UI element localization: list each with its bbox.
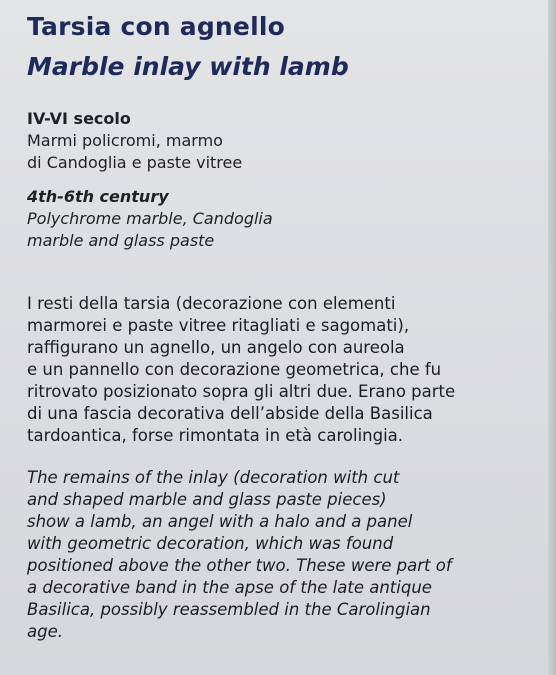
material-italian-line-1: Marmi policromi, marmo xyxy=(27,131,223,150)
meta-italian xyxy=(27,108,242,174)
material-italian-line-2: di Candoglia e paste vitree xyxy=(27,153,243,172)
description-english-line: positioned above the other two. These were part of xyxy=(27,556,452,575)
date-english: 4th-6th century xyxy=(27,187,169,206)
meta-english xyxy=(27,186,273,252)
description-english-line: The remains of the inlay (decoration with cut xyxy=(27,468,400,487)
description-english-line: age. xyxy=(27,622,63,641)
description-italian-line: di una fascia decorativa dell’abside della Basilica xyxy=(27,404,433,423)
description-italian-line: tardoantica, forse rimontata in età carolingia. xyxy=(27,426,404,445)
date-italian: IV-VI secolo xyxy=(27,109,131,128)
description-italian xyxy=(27,293,547,447)
description-italian-line: raffigurano un agnello, un angelo con aureola xyxy=(27,338,405,357)
description-english xyxy=(27,467,547,643)
material-english-line-1: Polychrome marble, Candoglia xyxy=(27,209,273,228)
description-english-line: with geometric decoration, which was found xyxy=(27,534,394,553)
description-english-line: Basilica, possibly reassembled in the Carolingian xyxy=(27,600,431,619)
description-italian-line: ritrovato posizionato sopra gli altri due. Erano parte xyxy=(27,382,456,401)
description-english-line: show a lamb, an angel with a halo and a panel xyxy=(27,512,413,531)
title-italian: Tarsia con agnello xyxy=(27,12,285,41)
description-italian-line: I resti della tarsia (decorazione con elementi xyxy=(27,294,396,313)
description-english-line: and shaped marble and glass paste pieces) xyxy=(27,490,387,509)
panel-edge xyxy=(548,0,556,675)
title-english: Marble inlay with lamb xyxy=(27,52,349,81)
description-italian-line: marmorei e paste vitree ritagliati e sagomati), xyxy=(27,316,410,335)
material-english-line-2: marble and glass paste xyxy=(27,231,215,250)
description-italian-line: e un pannello con decorazione geometrica, che fu xyxy=(27,360,442,379)
description-english-line: a decorative band in the apse of the late antique xyxy=(27,578,432,597)
